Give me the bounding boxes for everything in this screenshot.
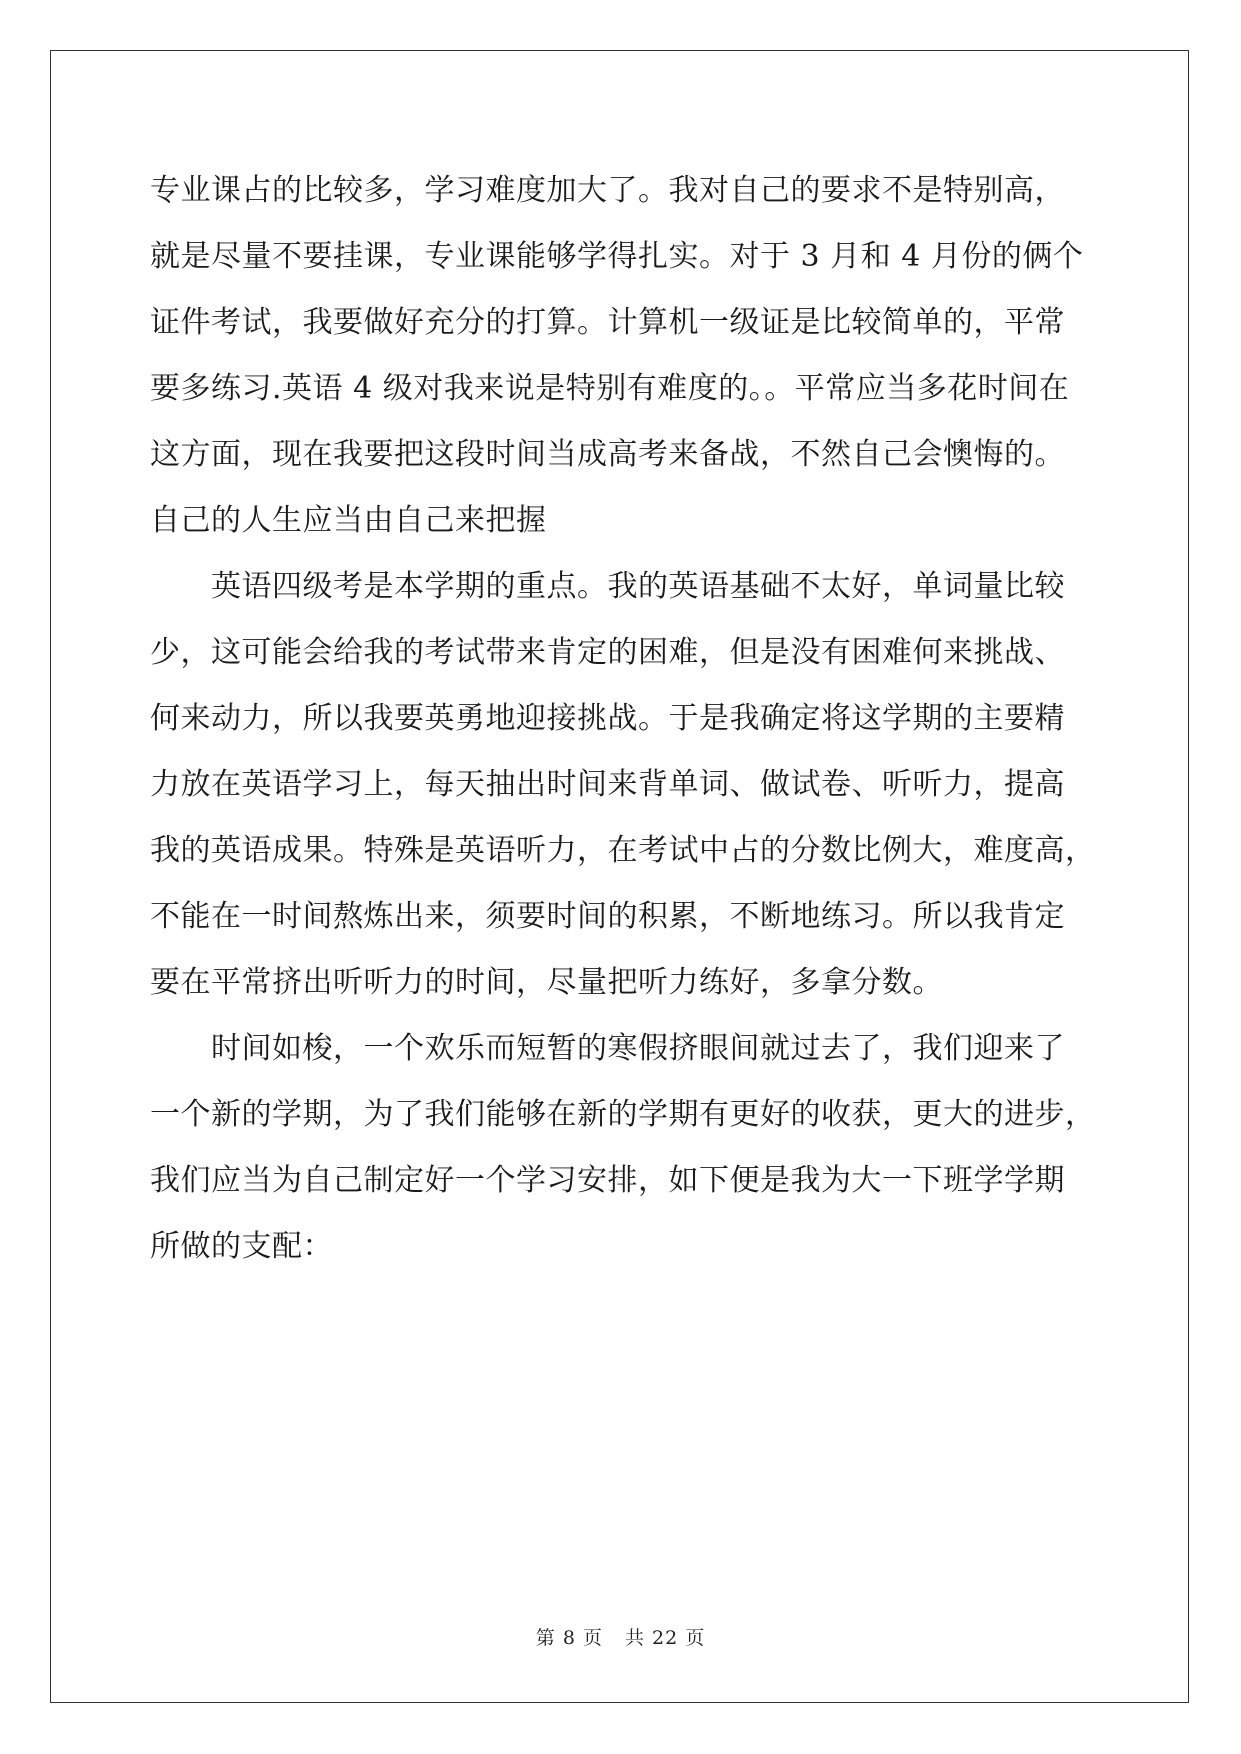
text-line: 一个新的学期，为了我们能够在新的学期有更好的收获，更大的进步， [150, 1097, 1096, 1132]
text-line: 自己的人生应当由自己来把握 [150, 503, 547, 538]
text-line: 专业课占的比较多，学习难度加大了。我对自己的要求不是特别高， [150, 173, 1065, 208]
text-line: 所做的支配： [150, 1229, 333, 1264]
text-line: 要多练习.英语 4 级对我来说是特别有难度的。。平常应当多花时间在 [150, 371, 1070, 406]
total-pages: 共 22 页 [624, 1627, 706, 1649]
text-line: 英语四级考是本学期的重点。我的英语基础不太好，单词量比较 [150, 569, 1065, 604]
text-line: 证件考试，我要做好充分的打算。计算机一级证是比较简单的，平常 [150, 305, 1065, 340]
text-line: 少，这可能会给我的考试带来肯定的困难，但是没有困难何来挑战、 [150, 635, 1065, 670]
page-footer [0, 1623, 1241, 1650]
text-line: 我的英语成果。特殊是英语听力，在考试中占的分数比例大，难度高， [150, 833, 1096, 868]
text-line: 就是尽量不要挂课，专业课能够学得扎实。对于 3 月和 4 月份的俩个 [150, 239, 1084, 274]
text-line: 不能在一时间熬炼出来，须要时间的积累，不断地练习。所以我肯定 [150, 899, 1065, 934]
text-line: 何来动力，所以我要英勇地迎接挑战。于是我确定将这学期的主要精 [150, 701, 1065, 736]
text-line: 这方面，现在我要把这段时间当成高考来备战，不然自己会懊悔的。 [150, 437, 1065, 472]
text-line: 我们应当为自己制定好一个学习安排，如下便是我为大一下班学学期 [150, 1163, 1065, 1198]
document-body [150, 158, 1096, 1280]
text-line: 要在平常挤出听听力的时间，尽量把听力练好，多拿分数。 [150, 965, 943, 1000]
text-line: 力放在英语学习上，每天抽出时间来背单词、做试卷、听听力，提高 [150, 767, 1065, 802]
page-number: 第 8 页 [535, 1627, 603, 1649]
text-line: 时间如梭，一个欢乐而短暂的寒假挤眼间就过去了，我们迎来了 [150, 1031, 1065, 1066]
